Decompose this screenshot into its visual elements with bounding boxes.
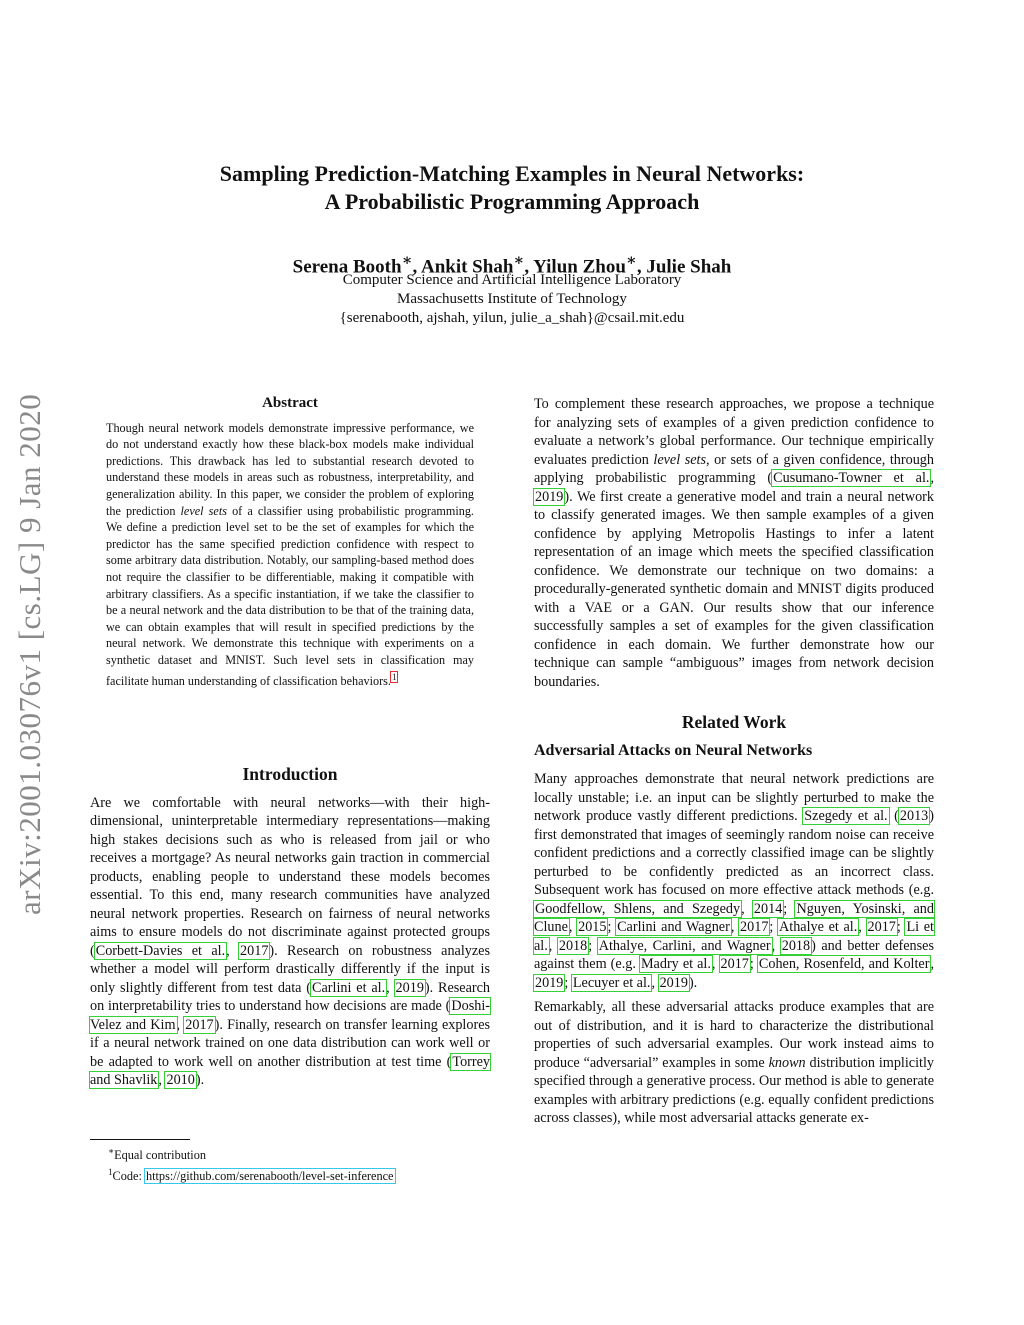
citation-link[interactable]: Nguyen, Yosinski, and Clune [534, 900, 934, 935]
body-text: first demonstrated that images of seemingly random noise can receive confident predictions and a correctly classified image can be slightly perturbed to be confidently predicted as an incorrect class. Subsequent work has focused on more effective attack methods (e.g. [534, 826, 934, 898]
citation-link[interactable]: Athalye, Carlini, and Wagner [598, 937, 771, 954]
author-separator: , [636, 256, 647, 278]
citation-link[interactable]: 2019 [659, 974, 688, 991]
body-text: ) and better defenses against them (e.g. [534, 937, 934, 972]
author-separator: , [412, 256, 421, 278]
citation-link[interactable]: Szegedy et al. [804, 808, 888, 824]
citation-link[interactable]: Goodfellow, Shlens, and Szegedy [535, 900, 741, 917]
citation-link[interactable]: Torrey and Shavlik [90, 1053, 490, 1088]
author-name: Ankit Shah [420, 256, 514, 278]
citation-link[interactable]: 2019 [535, 488, 564, 505]
author-mark: ∗ [513, 252, 525, 269]
citation-link[interactable]: Cohen, Rosenfeld, and Kolter [758, 956, 930, 972]
introduction-paragraph: Are we comfortable with neural networks—with their high-dimensional, uninterpretable intermediary representations—making high stakes decisions such as who is released from jail or who receives a mortgage? As neural networks gain traction in commercial products, enabling people to understand these models becomes essential. To this end, many research communities have analyzed neural network properties. Research on fairness of neural networks aims to ensure models do not discriminate against protected groups (Corbett-Davies et al., 2017). Research on robustness analyzes whether a model will perform drastically differently if the input is only slightly different from test data (Carlini et al., 2019). Research on interpretability tries to understand how decisions are made (Doshi-Velez and Kim, 2017). Finally, research on transfer learning explores if a neural network trained on one data distribution can work well or be adapted to work well on another distribution at test time (Torrey and Shavlik, 2010). [90, 794, 491, 1088]
abstract-section [106, 395, 474, 689]
body-text: , or sets of a given confidence, through applying probabilistic programming ( [534, 451, 934, 486]
paper-title [0, 160, 1024, 216]
citation-link[interactable]: 2015 [578, 919, 607, 935]
abstract-heading: Abstract [262, 395, 318, 411]
citation-link[interactable]: 2018 [558, 937, 588, 954]
body-text: Remarkably, all these adversarial attacks produce examples that are out of distribution, and it is hard to characterize the distributional properties of such adversarial examples. Our work instead aims to produce “adversarial” examples in some [534, 999, 934, 1071]
body-text: ). Research on interpretability tries to understand how decisions are made ( [90, 979, 491, 1014]
citation-link[interactable]: Athalye et al. [779, 919, 858, 935]
citation-link[interactable]: 2018 [781, 937, 811, 954]
introduction-section [90, 765, 490, 1090]
citation-link[interactable]: 2013 [899, 808, 929, 824]
abstract-text-part: Though neural network models demonstrate impressive performance, we do not understand exactly how these black-box models make individual predictions. This drawback has led to substantial research devoted to understand these models in areas such as robustness, interpretability, and generalization ability. In this paper, we consider the problem of exploring the prediction [106, 420, 474, 518]
title-line-2: A Probabilistic Programming Approach [324, 189, 700, 214]
author-name: Yilun Zhou [533, 256, 626, 278]
adversarial-attacks-heading: Adversarial Attacks on Neural Networks [534, 741, 813, 759]
citation-link[interactable]: Lecuyer et al. [572, 974, 651, 991]
introduction-heading: Introduction [242, 764, 338, 784]
footnote-equal-contribution [108, 1143, 498, 1164]
body-text: Are we comfortable with neural networks—with their high-dimensional, uninterpretable intermediary representations—making high stakes decisions such as who is released from jail or who receives a mortgage? As neural networks gain traction in commercial products, enabling people to understand these models becomes essential. To this end, many research communities have analyzed neural network properties. Research on fairness of neural networks aims to ensure models do not discriminate against protected groups ( [90, 794, 490, 959]
citation-link[interactable]: Corbett-Davies et al. [95, 942, 226, 959]
body-emphasis: level sets [653, 451, 706, 468]
body-text: ). Finally, research on transfer learning explores if a neural network trained on one data distribution can work well or be adapted to work well on another distribution at test time ( [90, 1016, 491, 1070]
citation-link[interactable]: 2019 [395, 979, 424, 996]
author-separator: , [524, 256, 534, 278]
footnote-text: Equal contribution [114, 1148, 206, 1163]
citation-link[interactable]: 2010 [166, 1072, 195, 1088]
arxiv-stamp: arXiv:2001.03076v1 [cs.LG] 9 Jan 2020 [12, 393, 47, 915]
affiliation-lab: Computer Science and Artificial Intelligence Laboratory [342, 272, 682, 288]
citation-link[interactable]: Cusumano-Towner et al. [773, 470, 930, 486]
abstract-text-part: of a classifier using probabilistic programming. We define a prediction level set to be the set of examples for which the predictor has the same specified prediction confidence with respect to some arbitrary data distribution. Notably, our sampling-based method does not require the classifier to be differentiable, making it compatible with arbitrary classifiers. As a specific instantiation, if we take the classifier to be a neural network and the data distribution to be that of the training data, we can obtain examples that will result in specified predictions by the neural network. We demonstrate this technique with experiments on a synthetic dataset and MNIST. Such level sets in classification may facilitate human understanding of classification behaviors. [106, 503, 474, 688]
footnote-mark: ∗ [108, 1146, 115, 1156]
footnote-code [108, 1164, 498, 1185]
right-column [534, 395, 934, 1128]
body-text: ). [195, 1072, 205, 1088]
citation-link[interactable]: Carlini et al. [312, 979, 386, 996]
body-text: ). We first create a generative model and train a neural network to classify generated images. We then sample examples of a given confidence by applying Metropolis Hastings to infer a latent representation of an image which meets the specified classification confidence. We demonstrate our technique on two domains: a procedurally-generated synthetic domain and MNIST digits produced with a VAE or a GAN. Our results show that our inference successfully samples a set of examples for the given classification confidence in each domain. We further demonstrate how our technique can sample “ambiguous” images from network decision boundaries. [534, 488, 934, 690]
body-text: ). Research on robustness analyzes whether a model will perform drastically differently if the input is only slightly different from test data ( [90, 942, 491, 996]
author-mark: ∗ [625, 252, 637, 269]
abstract-text [106, 420, 474, 690]
author-name: Julie Shah [646, 256, 732, 278]
distribution-paragraph [534, 998, 934, 1128]
adversarial-paragraph: Many approaches demonstrate that neural network predictions are locally unstable; i.e. an input can be slightly perturbed to make the network produce vastly different predictions. Szegedy et al. (2013) first demonstrated that images of seemingly random noise can receive confident predictions and a correctly classified image can be slightly perturbed to be confidently predicted as an incorrect class. Subsequent work has focused on more effective attack methods (e.g. Goodfellow, Shlens, and Szegedy, 2014; Nguyen, Yosinski, and Clune, 2015; Carlini and Wagner, 2017; Athalye et al., 2017; Li et al., 2018; Athalye, Carlini, and Wagner, 2018) and better defenses against them (e.g. Madry et al., 2017; Cohen, Rosenfeld, and Kolter, 2019; Lecuyer et al., 2019). [534, 771, 934, 991]
footnotes [108, 1143, 498, 1185]
author-emails: {serenabooth, ajshah, yilun, julie_a_shah}@csail.mit.edu [339, 310, 685, 326]
footnote-mark: 1 [108, 1167, 113, 1178]
citation-link[interactable]: 2017 [867, 919, 896, 935]
footnote-text: Code: [112, 1169, 145, 1184]
footnote-divider [90, 1139, 190, 1140]
body-text: distribution implicitly specified through a generative process. Our method is able to generate examples with arbitrary predictions (e.g. equally confident predictions across classes), while most adversarial attacks generate ex- [534, 1054, 935, 1126]
proposal-paragraph: To complement these research approaches, we propose a technique for analyzing sets of examples of a given prediction confidence to evaluate a network’s global performance. Our technique empirically evaluates prediction level sets, or sets of a given confidence, through applying probabilistic programming (Cusumano-Towner et al., 2019). We first create a generative model and train a neural network to classify generated images. We then sample examples of a given confidence by applying Metropolis Hastings to infer a latent representation of an image which meets the specified classification confidence. We demonstrate our technique on two domains: a procedurally-generated synthetic domain and MNIST digits produced with a VAE or a GAN. Our results show that our inference successfully samples a set of examples for the given classification confidence in each domain. We further demonstrate how our technique can sample “ambiguous” images from network decision boundaries. [534, 396, 934, 690]
citation-link[interactable]: Doshi-Velez and Kim [90, 998, 490, 1033]
title-line-1: Sampling Prediction-Matching Examples in Neural Networks: [219, 161, 805, 186]
body-text: Many approaches demonstrate that neural network predictions are locally unstable; i.e. an input can be slightly perturbed to make the network produce vastly different predictions. [534, 771, 934, 824]
citation-link[interactable]: 2017 [720, 956, 749, 972]
citation-link[interactable]: Li et al. [534, 919, 934, 954]
citation-link[interactable]: 2017 [740, 919, 769, 935]
author-name: Serena Booth [292, 256, 402, 278]
citation-link[interactable]: Madry et al. [640, 956, 711, 972]
body-emphasis: known [768, 1054, 806, 1071]
code-url-link[interactable]: https://github.com/serenabooth/level-set-inference [145, 1169, 394, 1184]
abstract-emphasis: level sets [180, 503, 227, 518]
footnote-ref-link[interactable]: 1 [391, 671, 397, 682]
citation-link[interactable]: 2014 [753, 900, 783, 917]
citation-link[interactable]: 2017 [185, 1016, 214, 1033]
citation-link[interactable]: 2019 [535, 974, 564, 991]
body-text: ). [688, 974, 698, 991]
body-text: To complement these research approaches, we propose a technique for analyzing sets of examples of a given prediction confidence to evaluate a network’s global performance. Our technique empirically evaluates prediction [534, 396, 934, 468]
author-mark: ∗ [401, 252, 413, 269]
citation-link[interactable]: Carlini and Wagner [617, 919, 730, 935]
affiliation-institute: Massachusetts Institute of Technology [397, 291, 627, 307]
citation-link[interactable]: 2017 [240, 942, 269, 959]
related-work-heading: Related Work [681, 712, 787, 732]
